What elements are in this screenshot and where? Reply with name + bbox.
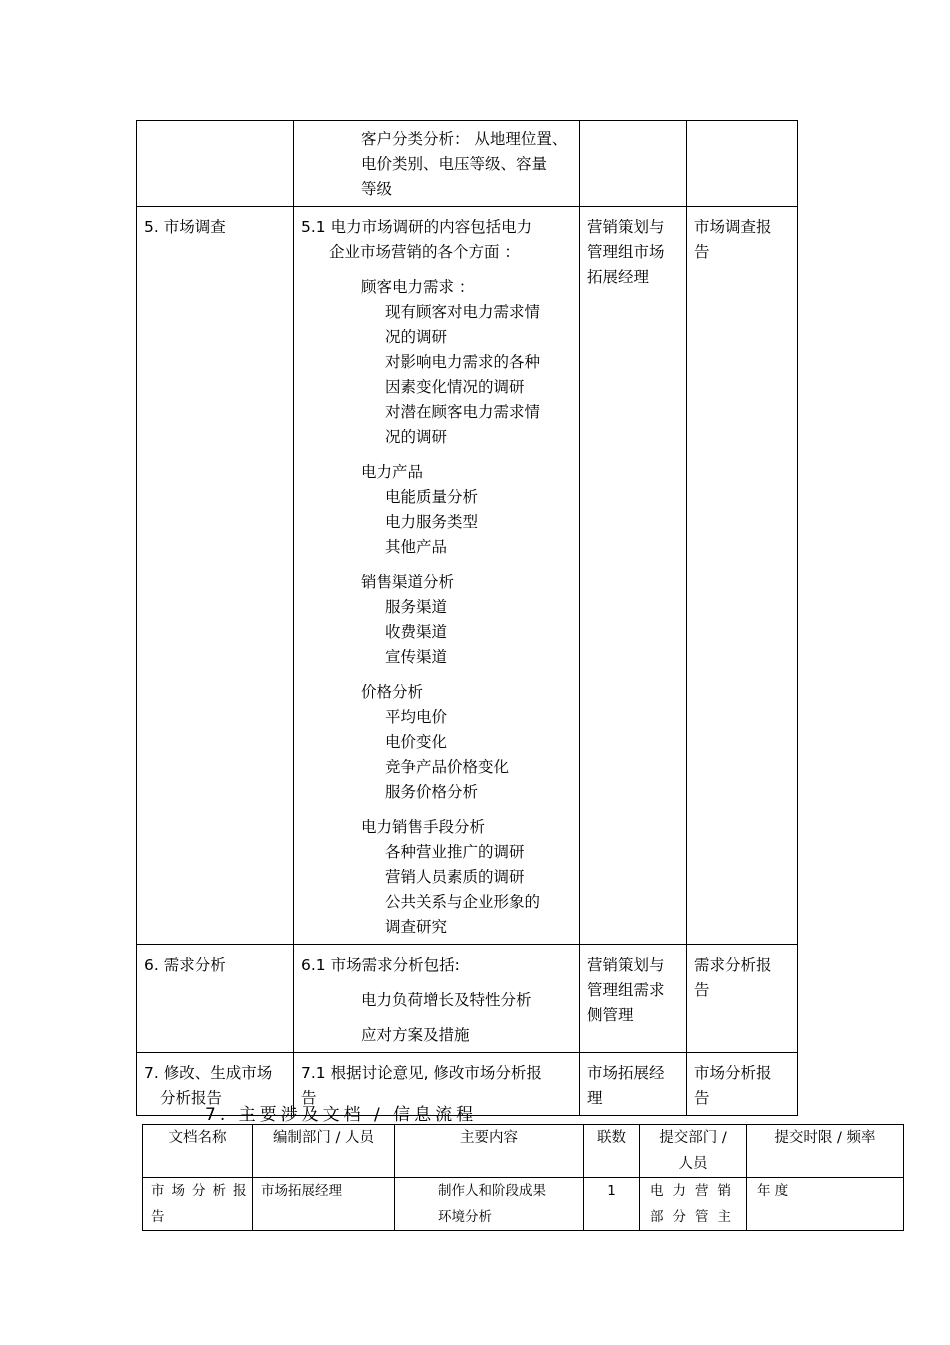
group-item: 公共关系与企业形象的 [385,893,541,911]
output-line: 市场分析报 [694,1064,772,1082]
content-line: 客户分类分析： 从地理位置、 [361,130,568,148]
column-header: 编制部门 / 人员 [253,1125,395,1178]
output-cell [687,121,798,207]
doc-name-cell [143,1178,253,1231]
group-item: 对影响电力需求的各种 [385,353,541,371]
document-table [142,1124,904,1231]
group-item: 各种营业推广的调研 [385,843,525,861]
group-item: 对潜在顾客电力需求情 [385,403,541,421]
cell-line: 年 度 [757,1183,789,1199]
content-line: 告 [301,1089,317,1107]
content-line: 5.1 电力市场调研的内容包括电力 [301,218,533,236]
group-item: 况的调研 [385,328,448,346]
content-cell [294,207,580,945]
output-line: 告 [694,981,710,999]
cell-line: 1 [607,1183,616,1199]
content-line: 企业市场营销的各个方面 ： [329,243,520,261]
output-line: 市场调查报 [694,218,772,236]
group-item: 电能质量分析 [385,488,479,506]
group-item: 调查研究 [385,918,448,936]
group-title: 顾客电力需求 ： [361,278,475,296]
section-title: 7. 主要涉及文档 / 信息流程 [205,1105,478,1125]
column-header: 提交时限 / 频率 [747,1125,904,1178]
group-item: 现有顾客对电力需求情 [385,303,541,321]
group-item: 电价变化 [385,733,448,751]
output-cell [687,1053,798,1116]
cell-line: 市场分析报 [151,1183,254,1199]
output-line: 告 [694,243,710,261]
group-item: 平均电价 [385,708,448,726]
owner-cell [580,121,687,207]
group-item: 服务价格分析 [385,783,479,801]
owner-line: 营销策划与 [587,956,665,974]
column-header: 主要内容 [395,1125,584,1178]
table-row [137,121,798,207]
task-label: 7. 修改、生成市场 [144,1064,273,1082]
owner-line: 市场拓展经 [587,1064,665,1082]
task-cell [137,945,294,1053]
owner-line: 侧管理 [587,1006,634,1024]
submit-cell [640,1178,747,1231]
column-header: 文档名称 [143,1125,253,1178]
cell-line: 制作人和阶段成果 [438,1183,546,1199]
group-item: 宣传渠道 [385,648,448,666]
cell-line: 电力营销 [650,1183,740,1199]
content-line: 电力负荷增长及特性分析 [361,991,532,1009]
task-label: 5. 市场调查 [144,218,226,236]
output-line: 告 [694,1089,710,1107]
group-item: 收费渠道 [385,623,448,641]
content-line: 应对方案及措施 [361,1026,470,1044]
group-item: 况的调研 [385,428,448,446]
table-row [137,945,798,1053]
owner-line: 理 [587,1089,603,1107]
group-item: 电力服务类型 [385,513,479,531]
owner-line: 拓展经理 [587,268,650,286]
group-item: 服务渠道 [385,598,448,616]
column-header: 联数 [584,1125,640,1178]
output-cell [687,207,798,945]
table-row [143,1178,904,1231]
group-title: 价格分析 [361,683,424,701]
group-title: 电力销售手段分析 [361,818,486,836]
task-cell [137,207,294,945]
group-item: 营销人员素质的调研 [385,868,525,886]
cell-line: 环境分析 [438,1209,492,1225]
task-label: 6. 需求分析 [144,956,226,974]
process-table [136,120,798,1116]
cell-line: 部分管主 [650,1209,740,1225]
content-line: 等级 [361,180,393,198]
content-cell [294,121,580,207]
owner-cell [580,945,687,1053]
group-item: 因素变化情况的调研 [385,378,525,396]
header-line: 人员 [678,1156,708,1172]
owner-line: 管理组市场 [587,243,665,261]
owner-line: 管理组需求 [587,981,665,999]
group-title: 电力产品 [361,463,424,481]
copies-cell [584,1178,640,1231]
group-item: 竞争产品价格变化 [385,758,510,776]
output-line: 需求分析报 [694,956,772,974]
content-cell [395,1178,584,1231]
column-header [640,1125,747,1178]
content-cell [294,945,580,1053]
content-line: 7.1 根据讨论意见, 修改市场分析报 [301,1064,542,1082]
dept-cell [253,1178,395,1231]
group-title: 销售渠道分析 [361,573,455,591]
header-line: 提交部门 / [659,1130,727,1146]
deadline-cell [747,1178,904,1231]
task-cell [137,121,294,207]
output-cell [687,945,798,1053]
table-row [137,207,798,945]
group-item: 其他产品 [385,538,448,556]
cell-line: 市场拓展经理 [261,1183,342,1199]
content-line: 6.1 市场需求分析包括: [301,956,460,974]
owner-cell [580,1053,687,1116]
task-label: 分析报告 [160,1089,223,1107]
owner-line: 营销策划与 [587,218,665,236]
content-line: 电价类别、电压等级、容量 [361,155,548,173]
owner-cell [580,207,687,945]
cell-line: 告 [151,1209,165,1225]
table-header-row [143,1125,904,1178]
